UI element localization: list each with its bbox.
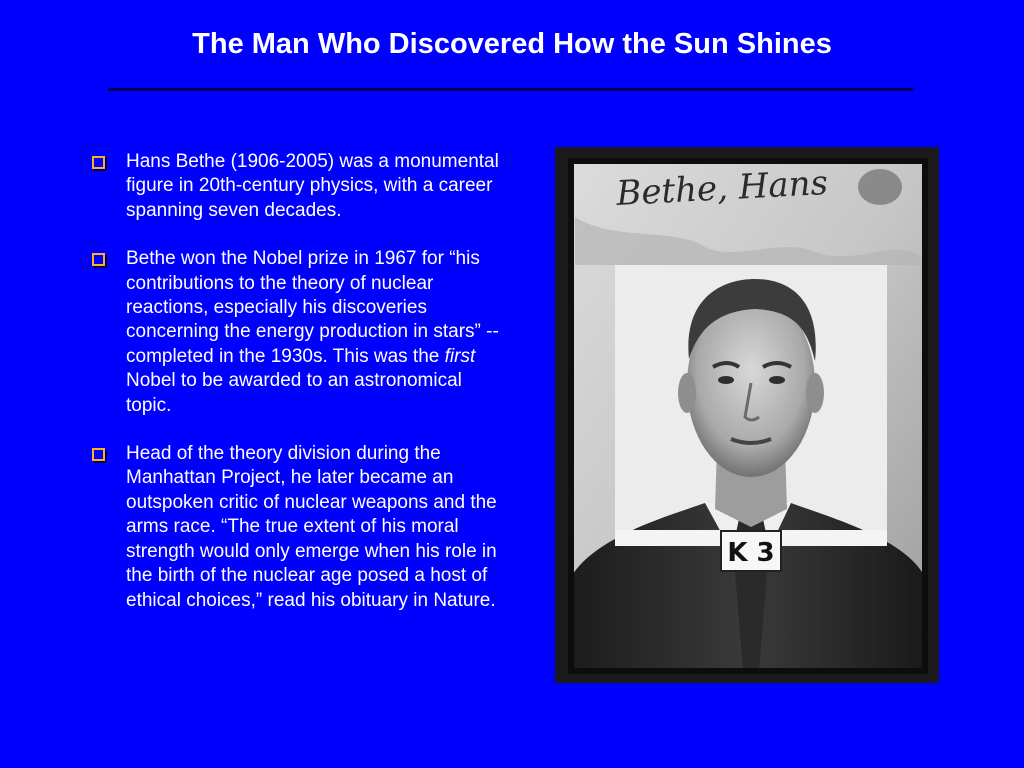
portrait-photo <box>555 147 939 683</box>
bullet-item <box>84 442 504 613</box>
bullet-item <box>84 150 504 223</box>
ear <box>678 373 696 413</box>
eye <box>718 376 734 384</box>
signature-text: Bethe, Hans <box>615 162 829 214</box>
slide-title: The Man Who Discovered How the Sun Shines <box>192 28 832 60</box>
portrait-illustration <box>555 147 939 683</box>
bullet-item <box>84 247 504 418</box>
bullet-text <box>126 247 504 418</box>
eye <box>769 376 785 384</box>
square-bullet-icon <box>92 253 105 266</box>
bullet-list <box>84 150 504 637</box>
bullet-text: Hans Bethe (1906-2005) was a monumental figure in 20th-century physics, with a career spanning seven decades. <box>126 151 499 221</box>
title-divider <box>108 88 914 91</box>
square-bullet-icon <box>92 448 105 461</box>
card-stain <box>858 169 902 205</box>
bullet-emphasis: first <box>444 345 476 367</box>
bullet-text-part: Bethe won the Nobel prize in 1967 for “his contributions to the theory of nuclear reactions, especially his discoveries concerning the energy production in stars” -- completed in the 1930s. This was the <box>126 248 499 367</box>
id-badge-label: K 3 <box>727 538 775 568</box>
ear <box>806 373 824 413</box>
bullet-text-part: Nobel to be awarded to an astronomical topic. <box>126 370 462 416</box>
bullet-text: Head of the theory division during the Manhattan Project, he later became an outspoken critic of nuclear weapons and the arms race. “The true extent of his moral strength would only emerge when his role in the birth of the nuclear age posed a host of ethical choices,” read his obituary in Nature. <box>126 443 497 611</box>
square-bullet-icon <box>92 156 105 169</box>
